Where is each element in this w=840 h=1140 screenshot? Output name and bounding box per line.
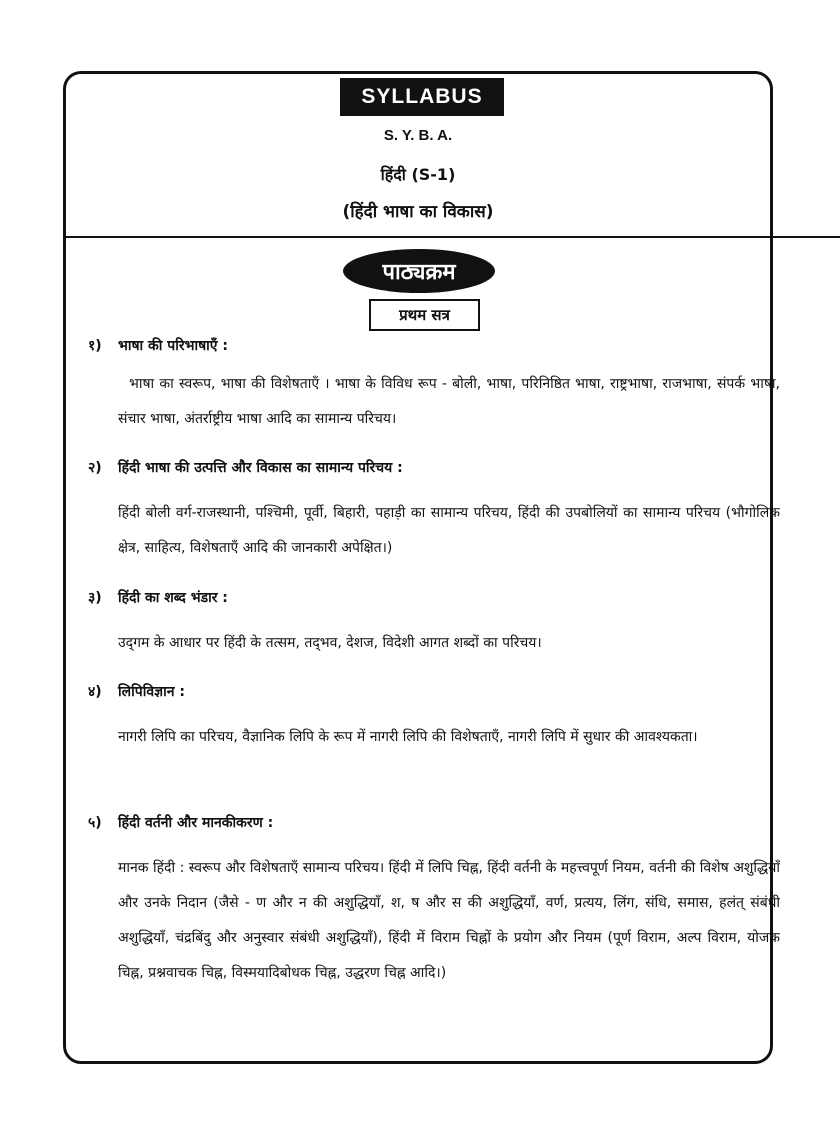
- unit-body: उद्‌गम के आधार पर हिंदी के तत्सम, तद्‌भव, देशज, विदेशी आगत शब्दों का परिचय।: [118, 635, 542, 651]
- unit-number: ३): [88, 590, 102, 606]
- unit-number: ४): [88, 684, 102, 700]
- unit-title: लिपिविज्ञान :: [118, 684, 185, 700]
- unit-number: १): [88, 338, 102, 354]
- semester-box: प्रथम सत्र: [369, 299, 480, 331]
- unit-heading: [88, 336, 228, 355]
- unit-title: भाषा की परिभाषाएँ :: [118, 338, 229, 354]
- unit-body: मानक हिंदी : स्वरूप और विशेषताएँ सामान्य परिचय। हिंदी में लिपि चिह्न, हिंदी वर्तनी के महत्त्वपूर्ण नियम, वर्तनी की विशेष अशुद्धियाँ और उनके निदान (जैसे - ण और न की अशुद्धियाँ, श, ष और स की अशुद्धियाँ, वर्ण, प्रत्यय, लिंग, संधि, समास, हलंत्‌ संबंधी अशुद्धियाँ, चंद्रबिंदु और अनुस्वार संबंधी अशुद्धियाँ), हिंदी में विराम चिह्नों के प्रयोग और नियम (पूर्ण विराम, अल्प विराम, योजक चिह्न, प्रश्नवाचक चिह्न, विस्मयादिबोधक चिह्न, उद्धरण चिह्न आदि।): [118, 860, 780, 981]
- unit-number: २): [88, 460, 102, 476]
- unit-title: हिंदी का शब्द भंडार :: [118, 590, 228, 606]
- unit-body: नागरी लिपि का परिचय, वैज्ञानिक लिपि के रूप में नागरी लिपि की विशेषताएँ, नागरी लिपि में सुधार की आवश्यकता।: [118, 729, 698, 745]
- unit-body: भाषा का स्वरूप, भाषा की विशेषताएँ । भाषा के विविध रूप - बोली, भाषा, परिनिष्ठित भाषा, राष्ट्रभाषा, राजभाषा, संपर्क भाषा, संचार भाषा, अंतर्राष्ट्रीय भाषा आदि का सामान्य परिचय।: [118, 376, 780, 427]
- syllabus-badge: SYLLABUS: [340, 78, 504, 116]
- unit-number: ५): [88, 815, 102, 831]
- pathyakram-badge: पाठ्यक्रम: [343, 249, 495, 293]
- unit-heading: [88, 682, 185, 701]
- unit-title: हिंदी भाषा की उत्पत्ति और विकास का सामान्य परिचय :: [118, 460, 403, 476]
- unit-heading: [88, 588, 228, 607]
- course-name: S. Y. B. A.: [383, 127, 453, 144]
- unit-title: हिंदी वर्तनी और मानकीकरण :: [118, 815, 274, 831]
- unit-heading: [88, 458, 403, 477]
- unit-body: हिंदी बोली वर्ग-राजस्थानी, पश्चिमी, पूर्वी, बिहारी, पहाड़ी का सामान्य परिचय, हिंदी की उपबोलियों का सामान्य परिचय (भौगोलिक क्षेत्र, साहित्य, विशेषताएँ आदि की जानकारी अपेक्षित।): [118, 505, 780, 556]
- subject-title: हिंदी (S-1): [380, 165, 456, 184]
- header-divider: [63, 236, 840, 238]
- unit-heading: [88, 813, 273, 832]
- subject-subtitle: (हिंदी भाषा का विकास): [342, 202, 494, 222]
